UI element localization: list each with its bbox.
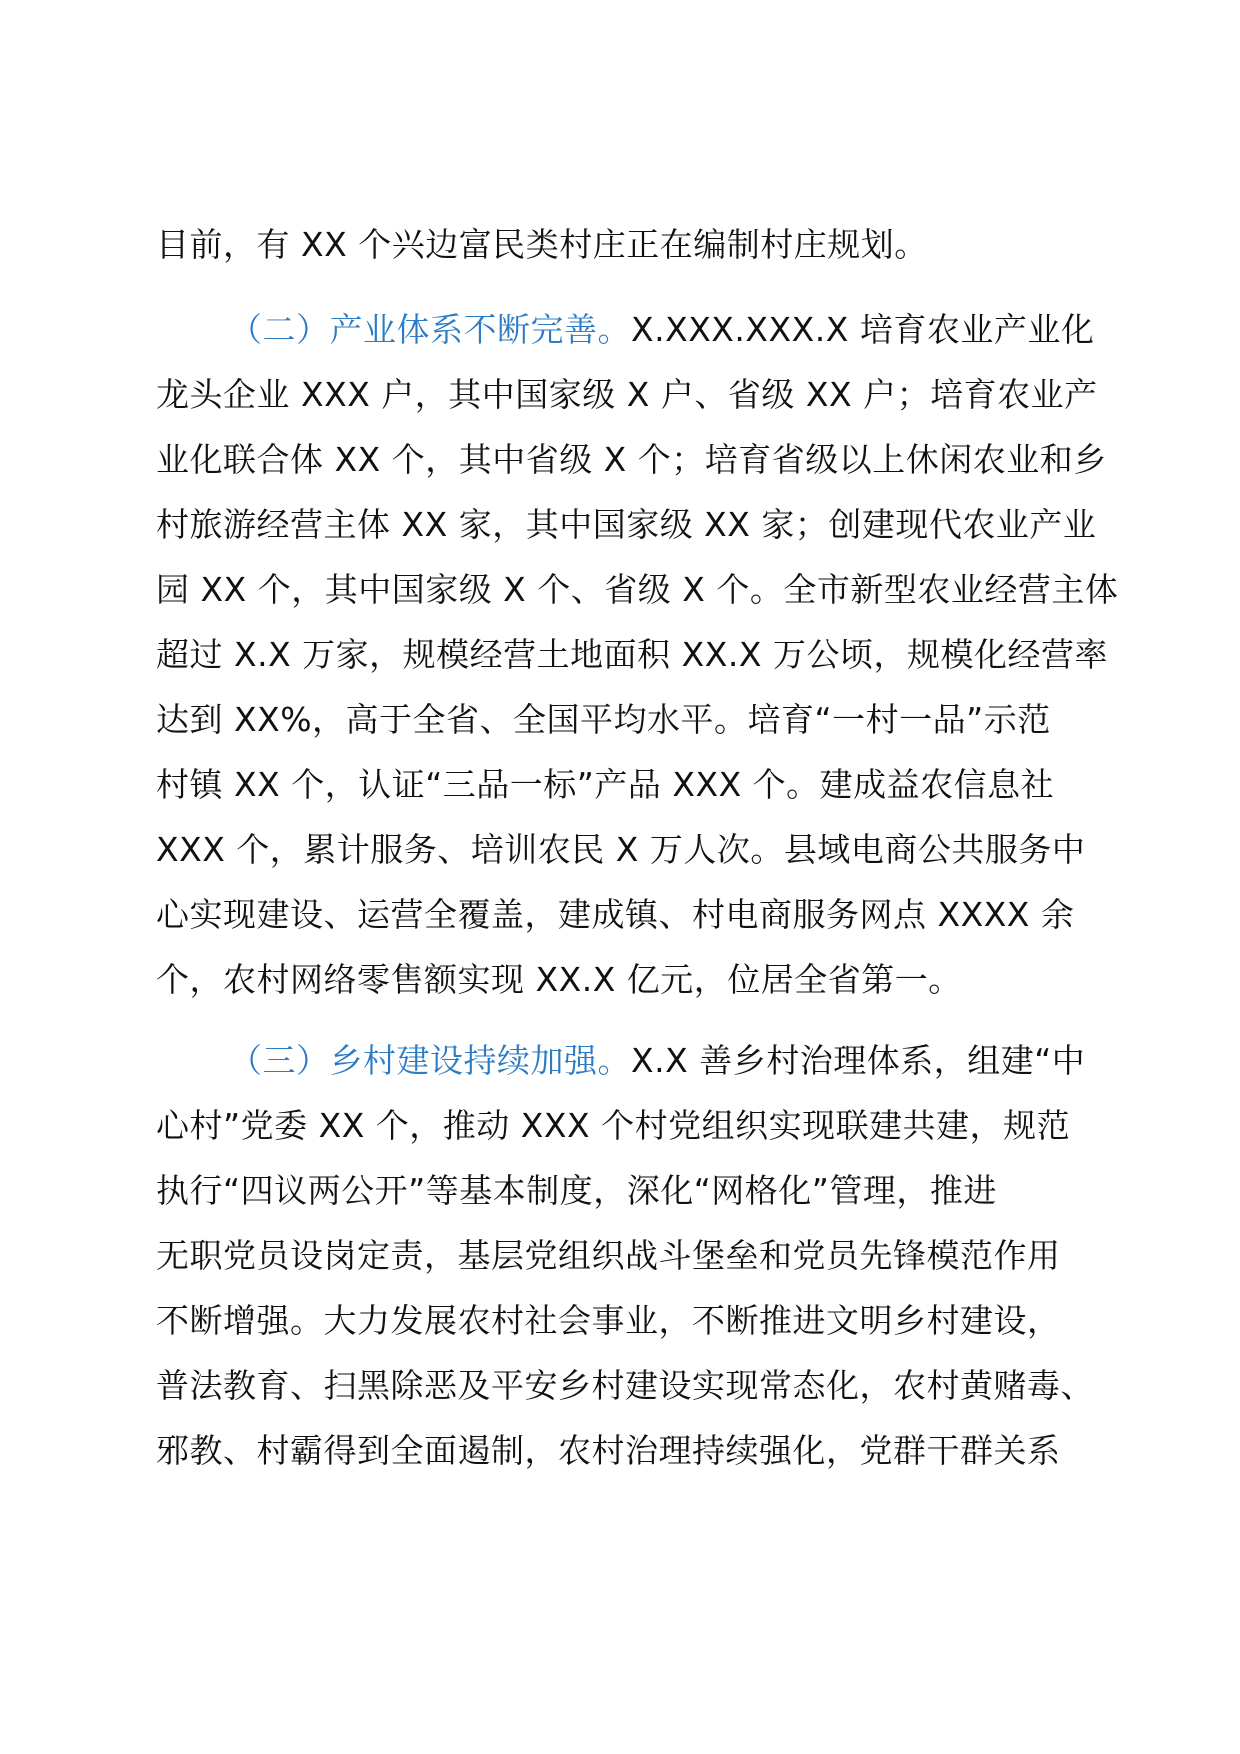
paragraph-3-line: 心村”党委 XX 个，推动 XXX 个村党组织实现联建共建，规范 (156, 1106, 1071, 1145)
paragraph-3-line-1-text: X.X 善乡村治理体系，组建“中 (631, 1041, 1086, 1080)
paragraph-2-line: XXX 个，累计服务、培训农民 X 万人次。县域电商公共服务中 (156, 830, 1086, 869)
paragraph-2-line: 村旅游经营主体 XX 家，其中国家级 XX 家；创建现代农业产业 (156, 505, 1097, 544)
paragraph-gap (156, 277, 1096, 297)
paragraph-2-line: 达到 XX%，高于全省、全国平均水平。培育“一村一品”示范 (156, 700, 1051, 739)
paragraph-3-line: 不断增强。大力发展农村社会事业，不断推进文明乡村建设， (156, 1301, 1061, 1340)
paragraph-2-line-1-text: X.XXX.XXX.X 培育农业产业化 (631, 310, 1095, 349)
paragraph-3-line: 执行“四议两公开”等基本制度，深化“网格化”管理，推进 (156, 1171, 997, 1210)
paragraph-2-line: 龙头企业 XXX 户，其中国家级 X 户、省级 XX 户；培育农业产 (156, 375, 1098, 414)
section-heading-3: （三）乡村建设持续加强。 (229, 1041, 631, 1080)
paragraph-2-line: 业化联合体 XX 个，其中省级 X 个；培育省级以上休闲农业和乡 (156, 440, 1107, 479)
section-heading-2: （二）产业体系不断完善。 (229, 310, 631, 349)
paragraph-2-line: 个，农村网络零售额实现 XX.X 亿元，位居全省第一。 (156, 960, 962, 999)
paragraph-2-line: 园 XX 个，其中国家级 X 个、省级 X 个。全市新型农业经营主体 (156, 570, 1119, 609)
paragraph-gap (156, 1012, 1096, 1028)
paragraph-3-line-1 (156, 1028, 1096, 1093)
paragraph-2-line: 超过 X.X 万家，规模经营土地面积 XX.X 万公顷，规模化经营率 (156, 635, 1108, 674)
paragraph-2-line: 心实现建设、运营全覆盖，建成镇、村电商服务网点 XXXX 余 (156, 895, 1075, 934)
paragraph-2-line: 村镇 XX 个，认证“三品一标”产品 XXX 个。建成益农信息社 (156, 765, 1055, 804)
paragraph-3-line: 无职党员设岗定责，基层党组织战斗堡垒和党员先锋模范作用 (156, 1236, 1061, 1275)
paragraph-2-line-1 (156, 297, 1096, 362)
paragraph-1-line-1: 目前，有 XX 个兴边富民类村庄正在编制村庄规划。 (156, 225, 928, 264)
paragraph-3-line: 普法教育、扫黑除恶及平安乡村建设实现常态化，农村黄赌毒、 (156, 1366, 1094, 1405)
paragraph-3-line: 邪教、村霸得到全面遏制，农村治理持续强化，党群干群关系 (156, 1431, 1061, 1470)
document-body (156, 212, 1119, 1483)
